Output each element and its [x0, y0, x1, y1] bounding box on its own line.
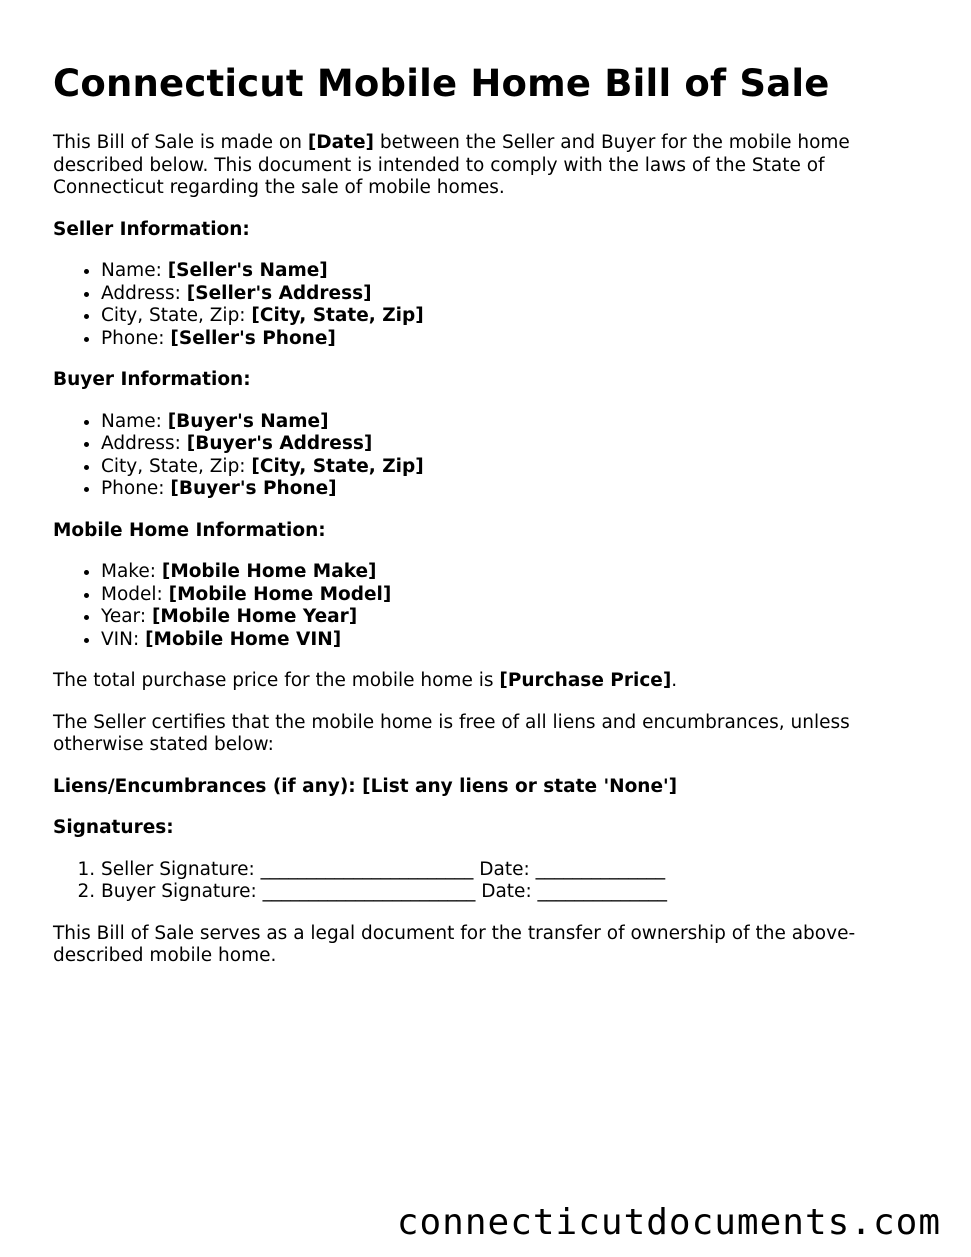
- signatures-heading: Signatures:: [53, 817, 174, 839]
- home-make-item: [101, 561, 913, 584]
- date-placeholder: [Date]: [307, 132, 374, 154]
- field-placeholder: [Buyer's Name]: [167, 410, 329, 432]
- field-label: Make:: [101, 561, 162, 583]
- document-title: Connecticut Mobile Home Bill of Sale: [53, 62, 830, 105]
- seller-address-item: [101, 283, 913, 306]
- field-placeholder: [Buyer's Phone]: [170, 478, 337, 500]
- closing-paragraph: This Bill of Sale serves as a legal document for the transfer of ownership of the above-described mobile home.: [53, 922, 856, 967]
- home-model-item: [101, 584, 913, 607]
- field-placeholder: [City, State, Zip]: [251, 455, 424, 477]
- seller-heading: Seller Information:: [53, 218, 250, 240]
- field-label: Year:: [101, 606, 152, 628]
- field-label: Address:: [101, 282, 187, 304]
- field-placeholder: [Mobile Home Make]: [161, 561, 377, 583]
- seller-phone-item: [101, 328, 913, 351]
- intro-after: between the Seller and Buyer for the mobile home described below. This document is intended to comply with the laws of the State of Connecticut regarding the sale of mobile homes.: [53, 132, 850, 199]
- buyer-city-item: [101, 456, 913, 479]
- field-label: City, State, Zip:: [101, 305, 252, 327]
- price-period: .: [671, 670, 678, 692]
- intro-before: This Bill of Sale is made on: [53, 132, 308, 154]
- field-label: Name:: [101, 260, 168, 282]
- field-label: Model:: [101, 583, 169, 605]
- field-label: Name:: [101, 410, 168, 432]
- buyer-address-item: [101, 433, 913, 456]
- field-placeholder: [Seller's Name]: [167, 260, 328, 282]
- seller-list: [53, 260, 913, 350]
- buyer-signature-line[interactable]: 2. Buyer Signature: _______________________ Date: ______________: [101, 881, 913, 904]
- seller-city-item: [101, 305, 913, 328]
- field-label: Phone:: [101, 327, 171, 349]
- seller-signature-line[interactable]: 1. Seller Signature: _______________________ Date: ______________: [101, 859, 913, 882]
- field-placeholder: [City, State, Zip]: [251, 305, 424, 327]
- home-year-item: [101, 606, 913, 629]
- home-list: [53, 561, 913, 651]
- field-placeholder: [Mobile Home Model]: [168, 583, 392, 605]
- document-page: [53, 62, 913, 987]
- buyer-name-item: [101, 411, 913, 434]
- field-label: Phone:: [101, 478, 171, 500]
- field-placeholder: [Mobile Home Year]: [151, 606, 358, 628]
- price-placeholder: [Purchase Price]: [499, 670, 672, 692]
- buyer-heading: Buyer Information:: [53, 369, 251, 391]
- field-placeholder: [Mobile Home VIN]: [145, 628, 342, 650]
- buyer-phone-item: [101, 478, 913, 501]
- footer-watermark: connecticutdocuments.com: [396, 1202, 941, 1243]
- buyer-list: [53, 411, 913, 501]
- field-placeholder: [Seller's Phone]: [170, 327, 336, 349]
- field-placeholder: [Seller's Address]: [186, 282, 372, 304]
- price-text: The total purchase price for the mobile home is: [53, 670, 500, 692]
- home-heading: Mobile Home Information:: [53, 519, 326, 541]
- field-label: VIN:: [101, 628, 146, 650]
- field-label: Address:: [101, 433, 187, 455]
- signatures-list: [53, 859, 913, 904]
- liens-line: Liens/Encumbrances (if any): [List any liens or state 'None']: [53, 775, 678, 797]
- home-vin-item: [101, 629, 913, 652]
- intro-paragraph: [53, 132, 913, 200]
- price-paragraph: [53, 670, 913, 693]
- liens-statement: The Seller certifies that the mobile home is free of all liens and encumbrances, unless otherwise stated below:: [53, 711, 850, 756]
- field-label: City, State, Zip:: [101, 455, 252, 477]
- seller-name-item: [101, 260, 913, 283]
- field-placeholder: [Buyer's Address]: [186, 433, 373, 455]
